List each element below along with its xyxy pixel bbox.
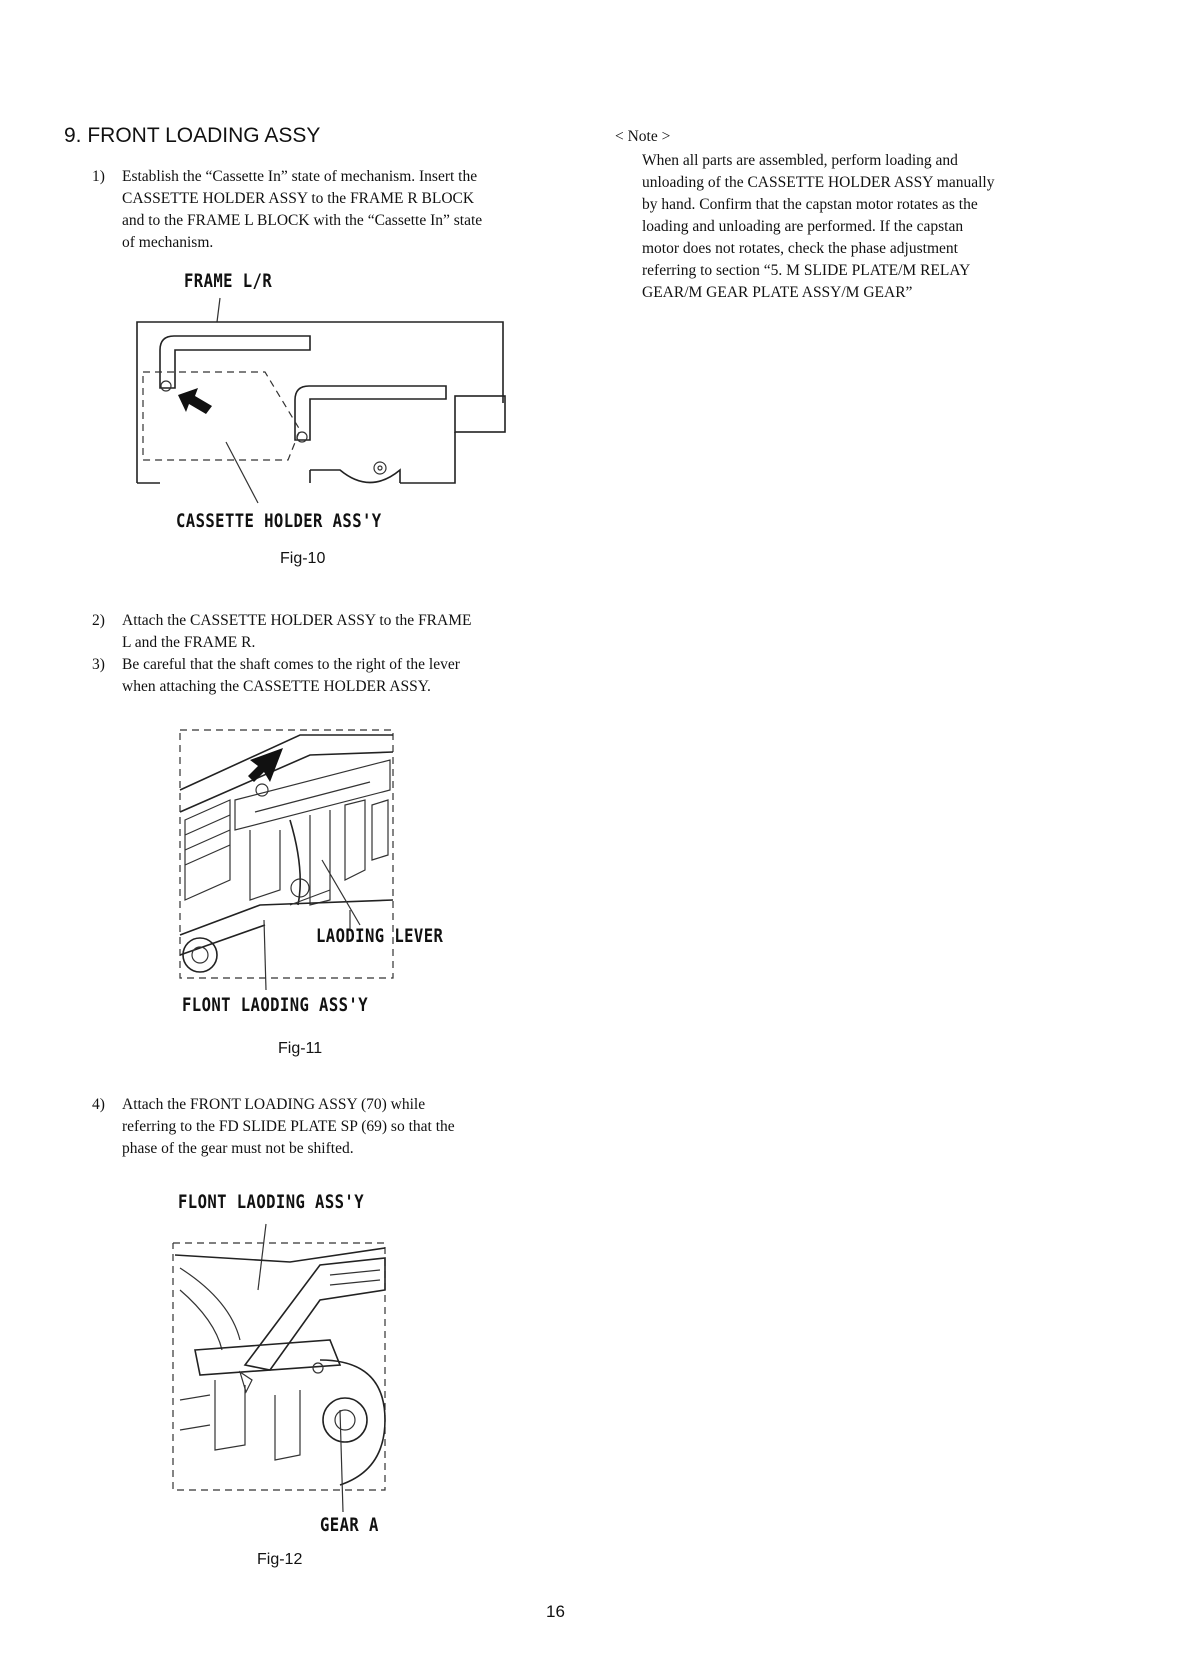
fig10-label-frame: FRAME L/R (184, 270, 273, 292)
fig12-label-front-loading: FLONT LAODING ASS'Y (178, 1191, 365, 1213)
step-number: 4) (92, 1096, 105, 1113)
section-heading: 9. FRONT LOADING ASSY (64, 124, 321, 147)
note-line: referring to section “5. M SLIDE PLATE/M RELAY (642, 262, 971, 279)
note-line: unloading of the CASSETTE HOLDER ASSY manually (642, 174, 995, 191)
note-line: loading and unloading are performed. If the capstan (642, 218, 964, 235)
note-line: motor does not rotates, check the phase adjustment (642, 240, 958, 257)
fig11-label-front-loading: FLONT LAODING ASS'Y (182, 994, 369, 1016)
step-number: 1) (92, 168, 105, 185)
step-line: Attach the CASSETTE HOLDER ASSY to the FRAME (122, 612, 472, 629)
page-number: 16 (546, 1602, 565, 1621)
note-line: When all parts are assembled, perform loading and (642, 152, 958, 169)
note-line: by hand. Confirm that the capstan motor rotates as the (642, 196, 978, 213)
fig10-caption: Fig-10 (280, 550, 326, 567)
note-body (642, 150, 1062, 304)
fig10-label-cassette-holder: CASSETTE HOLDER ASS'Y (176, 510, 382, 532)
note-heading: < Note > (615, 128, 671, 145)
step-line: L and the FRAME R. (122, 634, 256, 651)
step-line: phase of the gear must not be shifted. (122, 1140, 354, 1157)
step-line: referring to the FD SLIDE PLATE SP (69) so that the (122, 1118, 455, 1135)
step-line: when attaching the CASSETTE HOLDER ASSY. (122, 678, 431, 695)
step-number: 3) (92, 656, 105, 673)
step-line: Establish the “Cassette In” state of mechanism. Insert the (122, 168, 478, 185)
fig11-label-loading-lever: LAODING LEVER (316, 925, 444, 947)
fig12-label-gear-a: GEAR A (320, 1514, 379, 1536)
step-number: 2) (92, 612, 105, 629)
note-line: GEAR/M GEAR PLATE ASSY/M GEAR” (642, 284, 913, 301)
fig11-caption: Fig-11 (278, 1040, 323, 1057)
step-line: Be careful that the shaft comes to the right of the lever (122, 656, 460, 673)
step-line: and to the FRAME L BLOCK with the “Cassette In” state (122, 212, 483, 229)
step-line: CASSETTE HOLDER ASSY to the FRAME R BLOCK (122, 190, 475, 207)
step-line: of mechanism. (122, 234, 214, 251)
step-line: Attach the FRONT LOADING ASSY (70) while (122, 1096, 426, 1113)
fig12-caption: Fig-12 (257, 1551, 303, 1568)
